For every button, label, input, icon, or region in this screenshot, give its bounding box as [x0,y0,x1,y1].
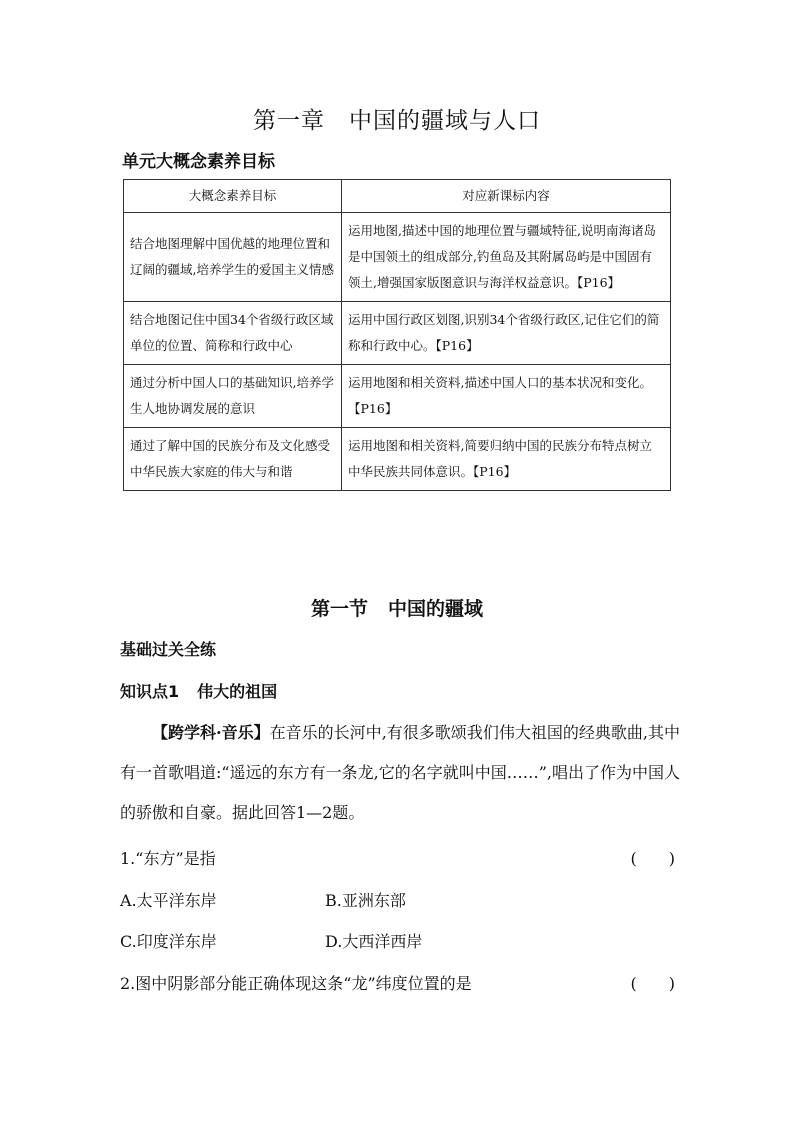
table-cell-goal: 通过分析中国人口的基础知识,培养学生人地协调发展的意识 [124,365,342,428]
goals-heading: 单元大概念素养目标 [122,152,275,172]
section-title [0,594,794,621]
table-cell-standard: 运用地图和相关资料,描述中国人口的基本状况和变化。【P16】 [342,365,671,428]
intro-text: 在音乐的长河中,有很多歌颂我们伟大祖国的经典歌曲,其中有一首歌唱道:“遥远的东方有一条龙,它的名字就叫中国……”,唱出了作为中国人的骄傲和自豪。据此回答1—2题。 [120,723,680,822]
section-label: 第一节 [310,598,368,620]
table-cell-goal: 通过了解中国的民族分布及文化感受中华民族大家庭的伟大与和谐 [124,428,342,491]
practice-heading: 基础过关全练 [120,640,217,659]
option-c[interactable]: C.印度洋东岸 [120,932,217,951]
question-1 [120,846,675,869]
table-cell-standard: 运用中国行政区划图,识别34个省级行政区,记住它们的简称和行政中心。【P16】 [342,302,671,365]
option-a[interactable]: A.太平洋东岸 [120,891,217,910]
question-2 [120,971,675,994]
table-cell-goal: 结合地图记住中国34个省级行政区域单位的位置、简称和行政中心 [124,302,342,365]
table-cell-goal: 结合地图理解中国优越的地理位置和辽阔的疆域,培养学生的爱国主义情感 [124,213,342,302]
chapter-label: 第一章 [253,108,325,134]
knowledge-point-title: 伟大的祖国 [197,682,278,701]
option-d[interactable]: D.大西洋西岸 [325,932,423,951]
knowledge-point-label: 知识点1 [120,682,180,701]
table-cell-standard: 运用地图,描述中国的地理位置与疆域特征,说明南海诸岛是中国领土的组成部分,钓鱼岛及其附属岛屿是中国固有领土,增强国家版图意识与海洋权益意识。【P16】 [342,213,671,302]
table-header-standard: 对应新课标内容 [342,180,671,213]
chapter-name: 中国的疆域与人口 [349,108,541,134]
table-cell-standard: 运用地图和相关资料,简要归纳中国的民族分布特点树立中华民族共同体意识。【P16】 [342,428,671,491]
table-row [124,302,671,365]
section-name: 中国的疆域 [388,598,484,620]
table-header-row [124,180,671,213]
chapter-title [0,102,794,135]
question-stem: 2.图中阴影部分能正确体现这条“龙”纬度位置的是 [120,974,472,993]
intro-paragraph [120,713,680,833]
option-b[interactable]: B.亚洲东部 [325,891,406,910]
answer-blank[interactable]: ( ) [630,974,675,993]
table-row [124,428,671,491]
knowledge-point-heading [120,679,277,702]
answer-blank[interactable]: ( ) [630,849,675,868]
table-header-goal: 大概念素养目标 [124,180,342,213]
interdisciplinary-tag: 【跨学科·音乐】 [152,723,270,742]
question-stem: 1.“东方”是指 [120,849,216,868]
table-row [124,365,671,428]
goals-table [123,179,671,491]
table-row [124,213,671,302]
